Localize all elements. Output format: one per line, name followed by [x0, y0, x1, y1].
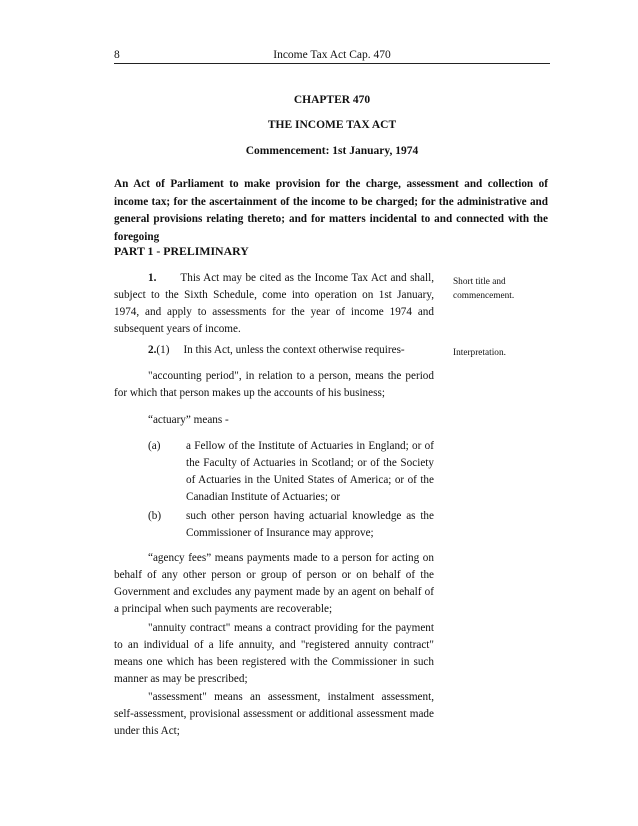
section-1	[114, 270, 434, 338]
section-1-number: 1.	[148, 272, 157, 284]
definition-annuity-contract: "annuity contract" means a contract providing for the payment to an individual of a life annuity, and "registered annuity contract" means one which has been registered with the Commissioner in such manner as may be prescribed;	[114, 622, 434, 685]
section-2-number: 2.	[148, 344, 157, 356]
long-title: An Act of Parliament to make provision for the charge, assessment and collection of income tax; for the ascertainment of the income to be charged; for the administrative and general provisions relating thereto; and for matters incidental to and connected with the foregoing	[114, 178, 548, 243]
definition-actuary-intro: “actuary” means -	[148, 414, 229, 426]
part-heading: PART 1 - PRELIMINARY	[114, 244, 249, 258]
chapter-heading: CHAPTER 470	[293, 94, 371, 106]
section-2-subsection: (1)	[156, 344, 170, 356]
act-title: THE INCOME TAX ACT	[267, 119, 397, 131]
page-header	[114, 47, 550, 64]
section-2	[114, 342, 434, 359]
item-b-text: such other person having actuarial knowledge as the Commissioner of Insurance may approve;	[186, 510, 434, 539]
item-a-text: a Fellow of the Institute of Actuaries in England; or of the Faculty of Actuaries in Scotland; or of the Society of Actuaries in the United States of America; or of the Canadian Institute of Actuaries; or	[186, 440, 434, 503]
definition-accounting-period: "accounting period", in relation to a person, means the period for which that person makes up the accounts of his business;	[114, 370, 434, 399]
running-title: Income Tax Act Cap. 470	[273, 49, 391, 61]
section-1-text: This Act may be cited as the Income Tax Act and shall, subject to the Sixth Schedule, come into operation on 1st January, 1974, and apply to assessments for the year of income 1974 and subsequent years of income.	[114, 272, 434, 335]
item-a-letter: (a)	[148, 440, 161, 452]
margin-note-interpretation: Interpretation.	[453, 348, 506, 358]
definition-assessment: "assessment" means an assessment, instalment assessment, self-assessment, provisional assessment or additional assessment made under this Act;	[114, 691, 434, 737]
commencement-line: Commencement: 1st January, 1974	[245, 145, 419, 157]
page-number: 8	[114, 49, 120, 61]
definition-agency-fees: “agency fees” means payments made to a person for acting on behalf of any other person or group of person or on behalf of the Government and excludes any payment made by an agent on behalf of a principal when such payments are recoverable;	[114, 552, 434, 615]
margin-note-short-title: Short title and commencement.	[453, 277, 515, 301]
item-b-letter: (b)	[148, 510, 162, 522]
section-2-text: In this Act, unless the context otherwise requires-	[183, 344, 405, 356]
